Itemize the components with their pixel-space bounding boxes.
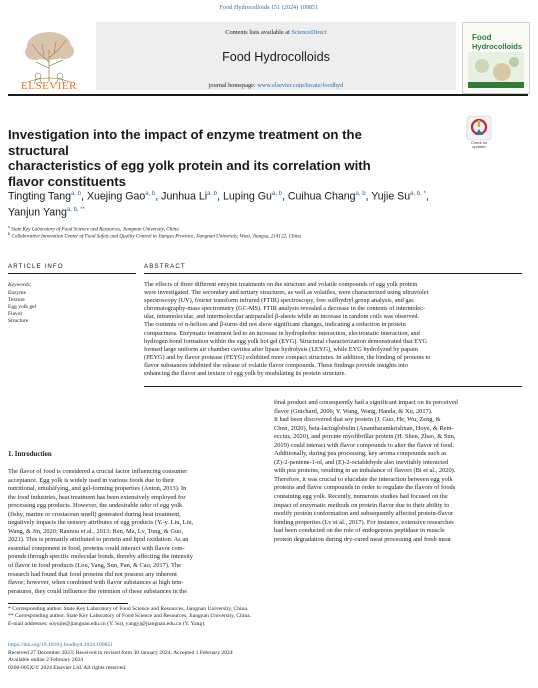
- affiliation-mark: b: [8, 231, 11, 236]
- sciencedirect-link[interactable]: ScienceDirect: [291, 29, 327, 36]
- crossmark-line: updates: [472, 145, 486, 150]
- title-line: characteristics of egg yolk protein and its correlation with: [8, 158, 371, 173]
- author-affil-marks[interactable]: a, b: [145, 191, 156, 197]
- abstract-line: enhancing the flavor and texture of egg yolk by modulating its protein structure.: [144, 370, 346, 378]
- body-line: 2019) could interact with flavor compounds to alter the flavor of food.: [274, 441, 454, 449]
- publisher-name: ELSEVIER: [21, 80, 77, 92]
- author-name[interactable]: Yujie Su: [371, 190, 411, 203]
- abstract-line: (PEYG) and by flavor protease (FEYG) exhibited more compact structures. In addition, the binding of proteins to: [144, 353, 431, 361]
- body-line: proteins and flavor compounds in order to regulate the flavors of foods: [274, 484, 456, 492]
- body-line: negatively impacts the sensory attributes of egg products (Y.-y. Liu, Liu,: [8, 519, 194, 527]
- keyword: Flavor: [8, 311, 23, 317]
- abstract-end-rule: [144, 386, 522, 387]
- journal-homepage-link[interactable]: www.elsevier.com/locate/foodhyd: [257, 82, 344, 89]
- author-name[interactable]: Yanjun Yang: [8, 206, 67, 219]
- body-line: impact of enzymatic methods on protein flavor due to their ability to: [274, 501, 450, 509]
- article-title: [8, 127, 418, 189]
- abstract-line: compactness. Enzymatic treatment led to an increase in hydrophobic interaction, electrostatic interaction, and: [144, 329, 420, 337]
- keyword: Enzyme: [8, 290, 27, 296]
- body-line: It had been discovered that soy protein (J. Guo, He, Wu, Zeng, &: [274, 416, 441, 424]
- section-heading-introduction: 1. Introduction: [8, 451, 52, 458]
- footnote-rule: [8, 603, 128, 604]
- abstract-line: formed large uniform air chamber cavities after lipase hydrolysis (LEYG), while EYG hydrolyzed by papain: [144, 345, 418, 353]
- body-line: processing egg products. However, the undesirable odor of egg yolk: [8, 502, 183, 510]
- footnote-line[interactable]: E-mail addresses: suyujie@jiangnan.edu.cn (Y. Su), yangyj@jiangnan.edu.cn (Y. Yang).: [8, 620, 206, 627]
- body-line: The flavor of food is considered a crucial factor influencing consumer: [8, 468, 188, 475]
- body-line: the food industries, heat treatment has been extensively employed for: [8, 493, 186, 501]
- abstract-line: were investigated. The secondary and tertiary structures, as well as volatiles, were characterized using ultraviolet: [144, 289, 429, 297]
- body-line: Additionally, during pea processing, key aroma compounds such as: [274, 450, 447, 458]
- body-line: eccius, 2020), and porcine myofibrillar protein (H. Shen, Zhao, & Sun,: [274, 433, 456, 441]
- journal-homepage-line: [96, 82, 456, 89]
- title-line: flavor constituents: [8, 173, 126, 189]
- body-line: protein degradation during dry-cured meat processing and fresh meat: [274, 535, 451, 543]
- body-line: Therefore, it was crucial to elucidate the interaction between egg yolk: [274, 475, 453, 483]
- check-for-updates-label: [459, 141, 499, 150]
- title-line: Investigation into the impact of enzyme treatment on the structural: [8, 127, 362, 158]
- author-name[interactable]: Xuejing Gao: [86, 190, 146, 203]
- affiliation-text: State Key Laboratory of Food Science and Resources, Jiangnan University, China: [11, 226, 179, 233]
- footnote-line: ** Corresponding author. State Key Laboratory of Food Science and Resources, Jiangnan University, China.: [8, 613, 252, 620]
- affiliation-text: Collaborative Innovation Center of Food Safety and Quality Control in Jiangsu Province, Jiangnan University, Wuxi, Jiangsu, 214122, China: [11, 233, 302, 240]
- body-line: modify protein conformation and subsequently affected protein-flavor: [274, 510, 454, 518]
- author-list: Tingting Tang$^{a, b}$, Xuejing Gao$^{a, b}$, Junhua Li$^{a, b}$, Luping Gu$^{a, b}$, Cuihua Chang$^{a, b}$, Yujie $Su^{a, b, *}$, Yanjun Yang$^{a, b, **}$: [8, 190, 429, 219]
- body-line: acceptance. Egg yolk is widely used in various foods due to their: [8, 476, 175, 484]
- keyword: Texture: [8, 297, 25, 303]
- journal-citation[interactable]: Food Hydrocolloids 151 (2024) 109851: [219, 4, 319, 11]
- homepage-prefix: journal homepage:: [208, 82, 258, 89]
- abstract-body: [144, 281, 522, 378]
- keyword: Egg yolk gel: [8, 304, 37, 310]
- abstract-heading: ABSTRACT: [144, 263, 186, 270]
- body-line: (Z)-2-pentene-1-ol, and (E)-2-octaldehyde also inevitably interacted: [274, 458, 449, 466]
- body-line: (fishy, marine or crustacean smell) generated during heat treatment,: [8, 510, 181, 518]
- body-line: research had found that food proteins did not possess any inherent: [8, 570, 177, 578]
- cover-title-line2: Hydrocolloids: [472, 42, 523, 51]
- contents-prefix: Contents lists available at: [225, 29, 292, 36]
- body-line: final product and consequently had a significant impact on its perceived: [274, 399, 458, 406]
- author-name[interactable]: Cuihua Chang: [287, 190, 356, 203]
- author-name[interactable]: Tingting Tang: [8, 190, 72, 203]
- body-line: 2021). This is primarily attributed to protein and lipid oxidation. As an: [8, 536, 189, 544]
- keywords-label: Keywords:: [8, 282, 32, 288]
- body-line: Chen, 2020), beta-lactoglobulin (Anantharamkrishnan, Hoye, & Rein-: [274, 424, 454, 432]
- body-line: nutritional, emulsifying, and gel-forming properties (Anton, 2013). In: [8, 485, 187, 493]
- cover-artwork-icon: [468, 52, 524, 88]
- article-info-heading: ARTICLE INFO: [8, 263, 64, 270]
- footnotes: [8, 606, 528, 628]
- author-affil-marks[interactable]: a, b: [71, 191, 82, 197]
- abstract-line: hydrogen bond formation within the egg yolk hot gel (EYG). Structural characterization demonstrated that EYG: [144, 337, 428, 345]
- abstract-line: flavor substances inhibited the release of volatile flavor compounds. These findings provide insights into: [144, 361, 408, 369]
- author-name[interactable]: Luping Gu: [223, 190, 272, 203]
- affiliation: [8, 231, 518, 240]
- body-line: essential component in food, proteins could interact with flavor com-: [8, 544, 185, 552]
- history-line: 0268-005X/© 2024 Elsevier Ltd. All rights reserved.: [8, 664, 127, 671]
- author-affil-marks[interactable]: a, b, **: [66, 207, 85, 214]
- body-line: binding properties (Lv et al., 2017). For instance, extensive researches: [274, 518, 454, 526]
- check-for-updates-icon[interactable]: [466, 115, 492, 141]
- author-affil-marks[interactable]: a, b: [271, 191, 282, 197]
- intro-right-column: [274, 399, 528, 544]
- body-line: with pea proteins, resulting in an imbalance of flavors (Bi et al., 2020).: [274, 467, 456, 475]
- body-line: Wang, & Jin, 2020; Rannou et al., 2013; Ren, Ma, Lv, Tong, & Guo,: [8, 527, 183, 535]
- abstract-rule: [144, 273, 522, 274]
- body-line: had been conducted on the role of endogenous peptidase in muscle: [274, 527, 445, 535]
- keyword: Structure: [8, 318, 29, 324]
- cover-title-line1: Food: [472, 33, 492, 42]
- article-info-rule: [8, 273, 136, 274]
- body-line: flavor; however, when combined with flavor substances at high tem-: [8, 579, 184, 587]
- author-affil-marks[interactable]: a, b: [207, 191, 218, 197]
- footnote-line: * Corresponding author. State Key Laboratory of Food Science and Resources, Jiangnan University, China.: [8, 606, 249, 612]
- crossmark-line: Check for: [470, 141, 488, 145]
- author-name[interactable]: Junhua Li: [161, 190, 208, 203]
- journal-title: Food Hydrocolloids: [222, 50, 330, 64]
- body-line: containing egg yolk. Recently, numerous studies had focused on the: [274, 493, 448, 501]
- contents-line: [96, 29, 456, 36]
- abstract-line: spectroscopy (UV), fourier transform infrared (FTIR) spectroscopy, free sulfhydryl group analysis, and gas: [144, 297, 414, 305]
- history-line: Received 27 December 2023; Received in revised form 30 January 2024; Accepted 1 February 2024: [8, 650, 233, 656]
- body-line: pounds through specific molecular bonds, thereby affecting the intensity: [8, 553, 193, 561]
- history-line: Available online 2 February 2024: [8, 657, 84, 664]
- body-line: peratures, they could influence the retention of these substances in the: [8, 587, 188, 595]
- abstract-line: ular, intramolecular, and intermolecular antiparallel β-sheets while an increase in random coils was observed.: [144, 313, 420, 321]
- author-affil-marks[interactable]: a, b, *: [410, 191, 426, 197]
- abstract-line: The contents of α-helices and β-turns did not show significant changes, indicating a reduction in protein: [144, 321, 406, 329]
- body-line: flavor (Guichard, 2006; Y. Wang, Wang, Handa, & Xu, 2017).: [274, 407, 433, 415]
- author-affil-marks[interactable]: a, b: [355, 191, 366, 197]
- article-history: [8, 650, 528, 672]
- doi-link[interactable]: https://doi.org/10.1016/j.foodhyd.2024.109851: [8, 642, 114, 648]
- abstract-line: The effects of three different enzyme treatments on the structure and volatile compounds of egg yolk protein: [144, 281, 418, 288]
- affiliation-mark: a: [8, 224, 10, 229]
- intro-left-column: [8, 468, 264, 596]
- header-divider: [8, 94, 528, 96]
- body-line: of flavor in food products (Lou, Yang, Sun, Pan, & Cao, 2017). The: [8, 562, 181, 570]
- abstract-line: chromatography-mass spectrometry (GC-MS). FTIR analysis revealed a decrease in the contents of intermolec-: [144, 305, 425, 313]
